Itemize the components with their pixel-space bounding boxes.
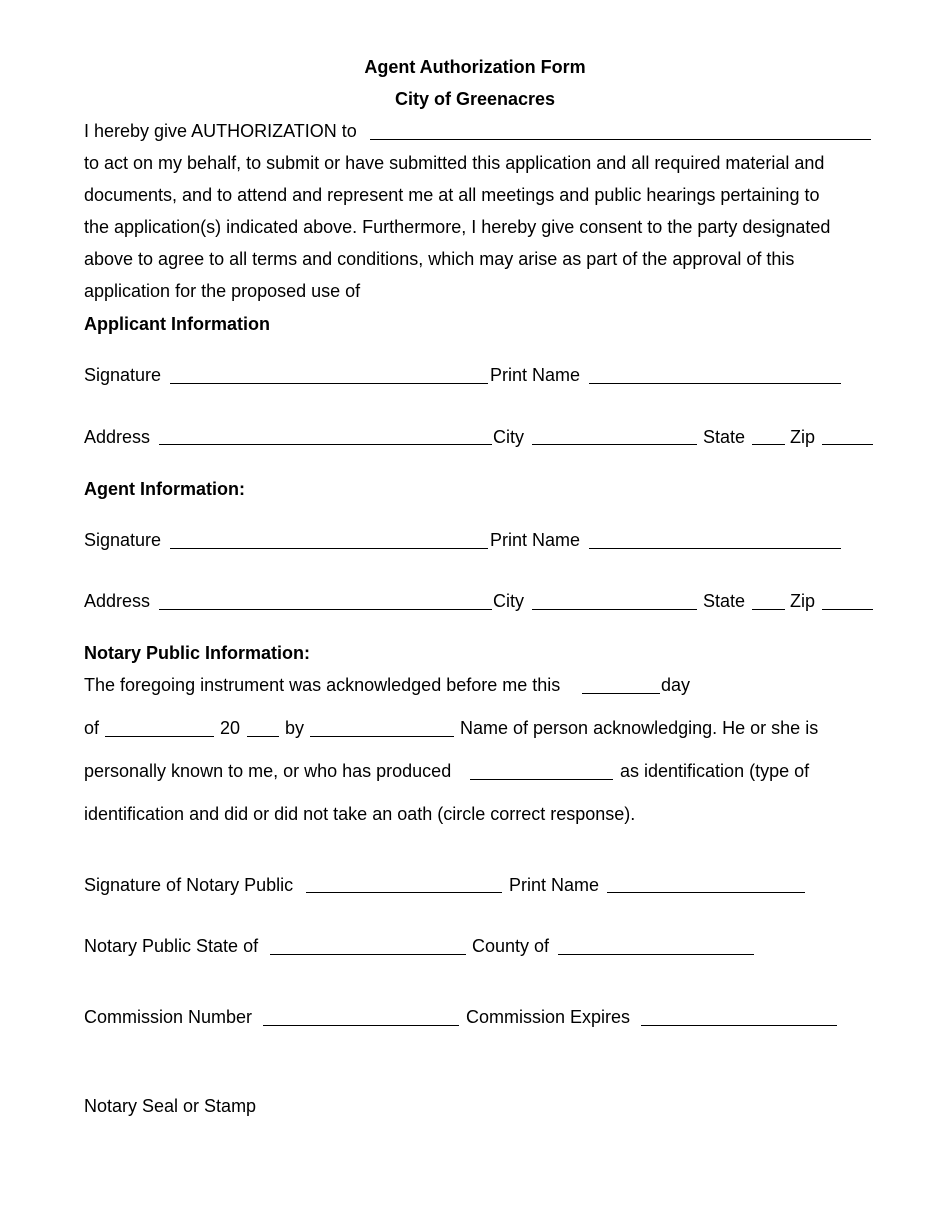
authorization-text-line: above to agree to all terms and conditions, which may arise as part of the approval of this — [84, 249, 795, 269]
applicant-state-label: State — [703, 427, 746, 447]
notary-identification-field[interactable] — [470, 779, 613, 780]
agent-print-name-label: Print Name — [490, 530, 581, 550]
notary-oath-text: identification and did or did not take an oath (circle correct response). — [84, 804, 636, 824]
authorized-agent-field[interactable] — [370, 139, 871, 140]
authorization-text-line: documents, and to attend and represent me at all meetings and public hearings pertaining to — [84, 185, 820, 205]
notary-state-field[interactable] — [270, 954, 466, 955]
notary-of-label: of — [84, 718, 100, 738]
commission-number-field[interactable] — [263, 1025, 459, 1026]
notary-by-label: by — [285, 718, 305, 738]
applicant-heading: Applicant Information — [84, 314, 270, 334]
applicant-city-field[interactable] — [532, 444, 697, 445]
notary-year-field[interactable] — [247, 736, 279, 737]
notary-print-name-field[interactable] — [607, 892, 805, 893]
applicant-state-field[interactable] — [752, 444, 785, 445]
applicant-address-field[interactable] — [159, 444, 492, 445]
agent-heading: Agent Information: — [84, 479, 245, 499]
notary-id-text: as identification (type of — [620, 761, 810, 781]
authorization-text-line: application for the proposed use of — [84, 281, 361, 301]
authorization-label: I hereby give AUTHORIZATION to — [84, 121, 357, 141]
agent-signature-label: Signature — [84, 530, 162, 550]
notary-month-field[interactable] — [105, 736, 214, 737]
applicant-zip-field[interactable] — [822, 444, 873, 445]
notary-known-text: personally known to me, or who has produced — [84, 761, 452, 781]
applicant-print-name-label: Print Name — [490, 365, 581, 385]
agent-zip-field[interactable] — [822, 609, 873, 610]
agent-address-field[interactable] — [159, 609, 492, 610]
notary-state-label: Notary Public State of — [84, 936, 259, 956]
notary-county-field[interactable] — [558, 954, 754, 955]
applicant-signature-field[interactable] — [170, 383, 488, 384]
form-title: Agent Authorization Form — [364, 57, 586, 77]
commission-expires-field[interactable] — [641, 1025, 837, 1026]
notary-print-name-label: Print Name — [509, 875, 600, 895]
agent-city-field[interactable] — [532, 609, 697, 610]
agent-address-label: Address — [84, 591, 151, 611]
agent-state-field[interactable] — [752, 609, 785, 610]
agent-signature-field[interactable] — [170, 548, 488, 549]
notary-person-name-field[interactable] — [310, 736, 454, 737]
notary-ack-text: The foregoing instrument was acknowledged before me this — [84, 675, 561, 695]
agent-city-label: City — [493, 591, 524, 611]
notary-day-label: day — [661, 675, 691, 695]
notary-name-ack-text: Name of person acknowledging. He or she is — [460, 718, 819, 738]
commission-expires-label: Commission Expires — [466, 1007, 631, 1027]
notary-year-prefix: 20 — [220, 718, 241, 738]
commission-number-label: Commission Number — [84, 1007, 253, 1027]
agent-state-label: State — [703, 591, 746, 611]
notary-day-field[interactable] — [582, 693, 660, 694]
notary-heading: Notary Public Information: — [84, 643, 311, 663]
applicant-signature-label: Signature — [84, 365, 162, 385]
notary-signature-field[interactable] — [306, 892, 502, 893]
form-subtitle: City of Greenacres — [394, 89, 556, 109]
applicant-zip-label: Zip — [790, 427, 816, 447]
authorization-text-line: to act on my behalf, to submit or have submitted this application and all required material and — [84, 153, 825, 173]
agent-zip-label: Zip — [790, 591, 816, 611]
applicant-print-name-field[interactable] — [589, 383, 841, 384]
applicant-city-label: City — [493, 427, 524, 447]
notary-seal-label: Notary Seal or Stamp — [84, 1096, 257, 1116]
agent-print-name-field[interactable] — [589, 548, 841, 549]
notary-signature-label: Signature of Notary Public — [84, 875, 294, 895]
authorization-text-line: the application(s) indicated above. Furthermore, I hereby give consent to the party designated — [84, 217, 831, 237]
applicant-address-label: Address — [84, 427, 151, 447]
notary-county-label: County of — [472, 936, 550, 956]
